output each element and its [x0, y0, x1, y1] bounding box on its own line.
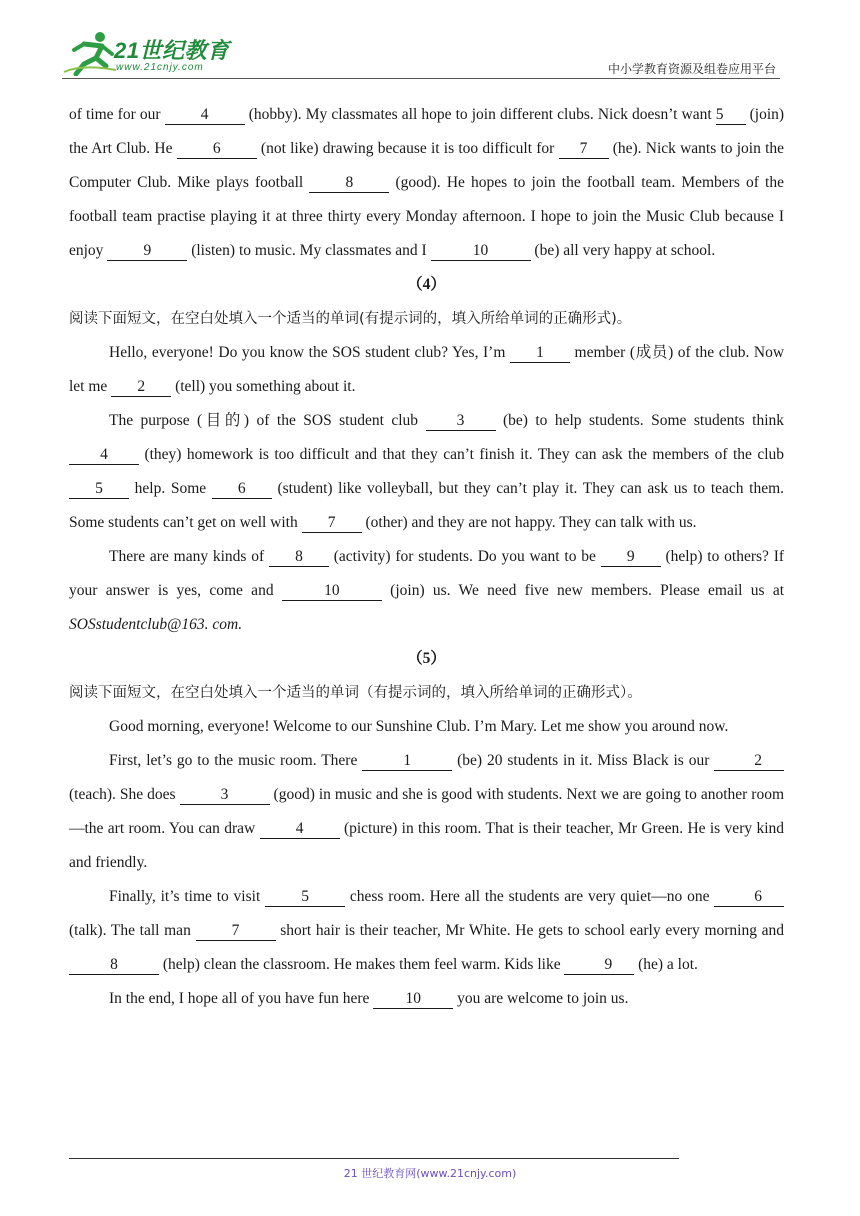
- answer-blank: 1: [510, 344, 570, 363]
- answer-blank: 4: [69, 446, 139, 465]
- paragraph: In the end, I hope all of you have fun here 10 you are welcome to join us.: [109, 990, 629, 1007]
- section-heading: （5）: [407, 650, 446, 667]
- answer-blank: 3: [426, 412, 496, 431]
- email-address: SOSstudentclub@163. com.: [69, 616, 243, 633]
- footer-divider: [69, 1158, 679, 1159]
- runner-logo-icon: [62, 30, 118, 76]
- answer-blank: 5: [69, 480, 129, 499]
- answer-blank: 9: [107, 242, 187, 261]
- logo-text: 21世纪教育: [114, 38, 230, 63]
- header-divider: [62, 78, 780, 79]
- worksheet-content: [69, 98, 784, 1016]
- answer-blank: 10: [282, 582, 382, 601]
- answer-blank: 4: [165, 106, 245, 125]
- paragraph: First, let’s go to the music room. There 1 (be) 20 students in it. Miss Black is our 2 (teach). She does 3 (good) in music and she is good with students. Next we are going to another room—the art room. You can draw 4 (picture) in this room. That is their teacher, Mr Green. He is very kind and friendly.: [69, 752, 785, 871]
- paragraph: Finally, it’s time to visit 5 chess room. Here all the students are very quiet—no one 6 (talk). The tall man 7 short hair is their teacher, Mr White. He gets to school early every morning and 8 (help) clean the classroom. He makes them feel warm. Kids like 9 (he) a lot.: [69, 888, 785, 973]
- paragraph: Hello, everyone! Do you know the SOS student club? Yes, I’m 1 member (成员) of the club. Now let me 2 (tell) you something about it.: [69, 344, 785, 395]
- answer-blank: 9: [564, 956, 634, 975]
- answer-blank: 5: [716, 106, 746, 125]
- answer-blank: 6: [177, 140, 257, 159]
- answer-blank: 10: [373, 990, 453, 1009]
- answer-blank: 10: [431, 242, 531, 261]
- answer-blank: 7: [302, 514, 362, 533]
- platform-name: 中小学教育资源及组卷应用平台: [607, 62, 776, 76]
- answer-blank: 5: [265, 888, 345, 907]
- section-heading: （4）: [407, 276, 446, 293]
- answer-blank: 8: [309, 174, 389, 193]
- page-header: [62, 30, 780, 76]
- answer-blank: 2: [111, 378, 171, 397]
- answer-blank: 7: [559, 140, 609, 159]
- answer-blank: 6: [212, 480, 272, 499]
- answer-blank: 2: [714, 752, 784, 771]
- answer-blank: 4: [260, 820, 340, 839]
- answer-blank: 6: [714, 888, 784, 907]
- paragraph: Good morning, everyone! Welcome to our Sunshine Club. I’m Mary. Let me show you around now.: [109, 718, 729, 735]
- instruction-text: 阅读下面短文，在空白处填入一个适当的单词（有提示词的，填入所给单词的正确形式）。: [69, 685, 642, 701]
- page-footer: 21 世纪教育网(www.21cnjy.com): [343, 1167, 517, 1180]
- paragraph: The purpose (目的) of the SOS student club 3 (be) to help students. Some students think 4 (they) homework is too difficult and that they can’t finish it. They can ask the members of the club 5 help. Some 6 (student) like volleyball, but they can’t play it. They can ask us to teach them. Some students can’t get on well with 7 (other) and they are not happy. They can talk with us.: [69, 412, 785, 531]
- site-logo: [62, 30, 232, 76]
- answer-blank: 7: [196, 922, 276, 941]
- answer-blank: 9: [601, 548, 661, 567]
- answer-blank: 8: [69, 956, 159, 975]
- answer-blank: 1: [362, 752, 452, 771]
- paragraph: of time for our 4 (hobby). My classmates all hope to join different clubs. Nick doesn’t want 5 (join) the Art Club. He 6 (not like) drawing because it is too difficult for 7 (he). Nick wants to join the Computer Club. Mike plays football 8 (good). He hopes to join the football team. Members of the football team practise playing it at three thirty every Monday afternoon. I hope to join the Music Club because I enjoy 9 (listen) to music. My classmates and I 10 (be) all very happy at school.: [69, 106, 785, 259]
- answer-blank: 8: [269, 548, 329, 567]
- answer-blank: 3: [180, 786, 270, 805]
- logo-url: www.21cnjy.com: [116, 62, 204, 73]
- paragraph: There are many kinds of 8 (activity) for students. Do you want to be 9 (help) to others? If your answer is yes, come and 10 (join) us. We need five new members. Please email us at SOSstudentclub@163. com.: [69, 548, 785, 633]
- instruction-text: 阅读下面短文，在空白处填入一个适当的单词(有提示词的，填入所给单词的正确形式)。: [69, 311, 632, 327]
